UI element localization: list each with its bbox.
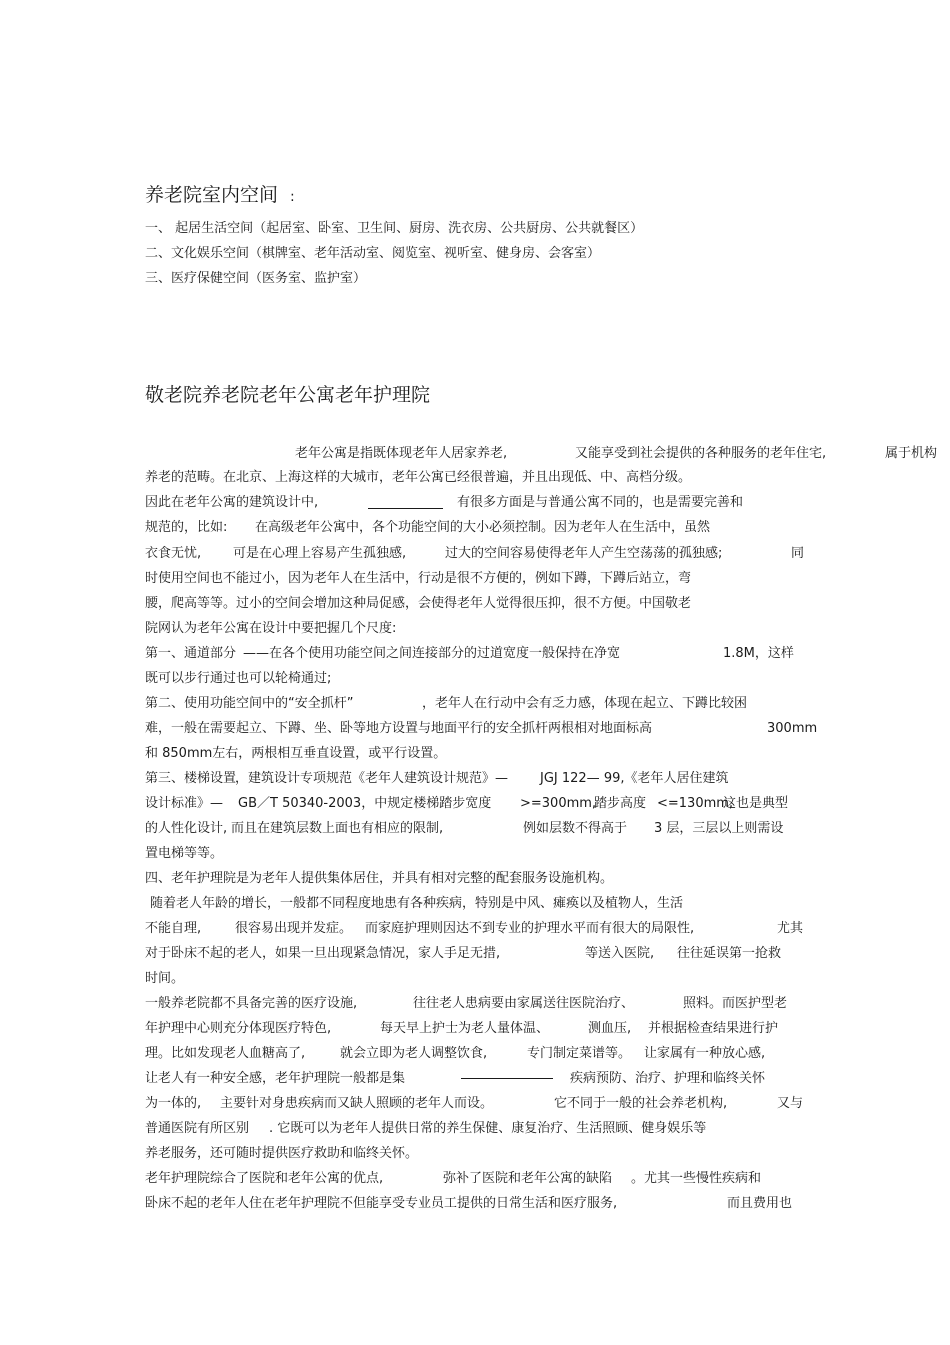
space-item-1: 一、 起居生活空间（起居室、卧室、卫生间、厨房、洗衣房、公共厨房、公共就餐区） (145, 221, 644, 236)
body-line (145, 520, 825, 536)
body-line (145, 646, 825, 662)
text-segment: 并根据检查结果进行护 (648, 1021, 779, 1036)
text-segment: ，老年人在行动中会有乏力感，体现在起立、下蹲比较困 (422, 696, 748, 711)
title-colon: : (290, 189, 295, 205)
body-line (145, 446, 938, 462)
space-item-3: 三、医疗保健空间（医务室、监护室） (145, 271, 367, 286)
text-segment: 第二、使用功能空间中的“安全抓杆” (145, 696, 354, 711)
text-segment: 因此在老年公寓的建筑设计中, (145, 495, 319, 510)
text-segment: 理。比如发现老人血糖高了, (145, 1046, 306, 1061)
text-segment: 往往延误第一抢救 (677, 946, 782, 961)
text-segment: 3 层，三层以上则需设 (654, 821, 784, 836)
text-segment: 衣食无忧, (145, 546, 202, 561)
text-segment: 难，一般在需要起立、下蹲、坐、卧等地方设置与地面平行的安全抓杆两根相对地面标高 (145, 721, 653, 736)
text-segment: 。尤其一些慢性疾病和 (631, 1171, 762, 1186)
body-line (145, 671, 825, 687)
text-segment: 同 (791, 546, 805, 561)
text-segment: 和 850mm左右，两根相互垂直设置，或平行设置。 (145, 746, 447, 761)
body-line (145, 596, 825, 612)
body-line (145, 946, 825, 962)
text-segment: 普通医院有所区别 (145, 1121, 250, 1136)
text-segment: 卧床不起的老年人住在老年护理院不但能享受专业员工提供的日常生活和医疗服务, (145, 1196, 618, 1211)
text-segment: 而且在建筑层数上面也有相应的限制, (231, 821, 444, 836)
body-line (145, 871, 825, 887)
text-segment: 既可以步行通过也可以轮椅通过; (145, 671, 332, 686)
text-segment: 让老人有一种安全感，老年护理院一般都是集 (145, 1071, 406, 1086)
body-line (145, 896, 825, 912)
text-segment: JGJ 122— 99,《老年人居住建筑 (540, 771, 729, 786)
text-segment: 又与 (777, 1096, 804, 1111)
body-line (145, 1121, 825, 1137)
text-segment: 疾病预防、治疗、护理和临终关怀 (570, 1071, 766, 1086)
text-segment: 300mm (767, 721, 818, 736)
text-segment: 院网认为老年公寓在设计中要把握几个尺度: (145, 621, 397, 636)
text-segment: 往往老人患病要由家属送往医院治疗、 (413, 996, 635, 1011)
section1-title: 养老院室内空间 : (145, 184, 295, 206)
text-segment: 每天早上护士为老人量体温、 (380, 1021, 550, 1036)
body-line (145, 546, 825, 562)
text-segment: 等送入医院, (585, 946, 655, 961)
body-line (145, 1046, 825, 1062)
text-segment: 专门制定菜谱等。 (527, 1046, 632, 1061)
text-segment: 1.8M，这样 (723, 646, 794, 661)
body-line (145, 696, 825, 712)
text-segment: GB／T 50340-2003，中规定楼梯踏步宽度 (238, 796, 492, 811)
text-segment: 踏步高度 (594, 796, 647, 811)
body-line (145, 846, 825, 862)
text-segment: 在高级老年公寓中，各个功能空间的大小必须控制。因为老年人在生活中，虽然 (255, 520, 711, 535)
text-segment: 测血压, (588, 1021, 632, 1036)
text-segment: 时间。 (145, 971, 185, 986)
text-segment: 而且费用也 (727, 1196, 793, 1211)
text-segment: 让家属有一种放心感, (644, 1046, 766, 1061)
text-segment: 腰，爬高等等。过小的空间会增加这种局促感，会使得老年人觉得很压抑，很不方便。中国敬老 (145, 596, 692, 611)
text-segment: 主要针对身患疾病而又缺人照顾的老年人而设。 (220, 1096, 494, 1111)
body-line (145, 796, 825, 812)
text-segment: 第一、通道部分 (145, 646, 237, 661)
text-segment: 四、老年护理院是为老年人提供集体居住，并具有相对完整的配套服务设施机构。 (145, 871, 614, 886)
body-line (145, 996, 825, 1012)
text-segment: <=130mm, (657, 796, 734, 811)
text-segment: 例如层数不得高于 (523, 821, 628, 836)
text-segment: 第三、楼梯设置 (145, 771, 237, 786)
text-segment: 养老服务，还可随时提供医疗救助和临终关怀。 (145, 1146, 419, 1161)
text-segment: 一般养老院都不具备完善的医疗设施, (145, 996, 358, 1011)
body-line (145, 971, 825, 987)
text-segment: . 它既可以为老年人提供日常的养生保健、康复治疗、生活照顾、健身娱乐等 (269, 1121, 707, 1136)
text-segment: 设计标准》— (145, 796, 224, 811)
text-segment: ，建筑设计专项规范《老年人建筑设计规范》— (235, 771, 509, 786)
body-line (145, 1146, 825, 1162)
text-segment: 可是在心理上容易产生孤独感, (233, 546, 407, 561)
text-segment: 规范的，比如: (145, 520, 228, 535)
body-line (145, 470, 825, 486)
body-line (145, 495, 825, 511)
text-segment: 的人性化设计, (145, 821, 228, 836)
body-line (145, 1021, 825, 1037)
text-segment: 过大的空间容易使得老年人产生空荡荡的孤独感; (445, 546, 723, 561)
text-segment: 随着老人年龄的增长，一般都不同程度地患有各种疾病，特别是中风、瘫痪以及植物人，生活 (150, 896, 684, 911)
text-segment: ——在各个使用功能空间之间连接部分的过道宽度一般保持在净宽 (243, 646, 621, 661)
body-line (145, 771, 825, 787)
body-line (145, 721, 825, 737)
text-segment: 又能享受到社会提供的各种服务的老年住宅, (575, 446, 827, 461)
body-line (145, 1096, 825, 1112)
body-line (145, 821, 825, 837)
text-segment: 养老的范畴。在北京、上海这样的大城市，老年公寓已经很普遍，并且出现低、中、高档分级。 (145, 470, 692, 485)
text-segment: 照料。而医护型老 (683, 996, 788, 1011)
body-line (145, 1196, 825, 1212)
space-item-2: 二、文化娱乐空间（棋牌室、老年活动室、阅览室、视听室、健身房、会客室） (145, 246, 601, 261)
text-segment: 有很多方面是与普通公寓不同的，也是需要完善和 (457, 495, 744, 510)
text-segment: 很容易出现并发症。 (235, 921, 353, 936)
text-segment: 属于机构 (885, 446, 938, 461)
text-segment: 老年护理院综合了医院和老年公寓的优点, (145, 1171, 384, 1186)
body-line (145, 1071, 825, 1087)
body-line (145, 1171, 825, 1187)
blank-underline (461, 1078, 553, 1079)
body-line (145, 921, 825, 937)
text-segment: 就会立即为老人调整饮食, (340, 1046, 488, 1061)
text-segment: >=300mm, (520, 796, 597, 811)
text-segment: 置电梯等等。 (145, 846, 224, 861)
text-segment: 为一体的, (145, 1096, 202, 1111)
blank-underline (368, 508, 443, 509)
text-segment: 这也是典型 (723, 796, 789, 811)
text-segment: 尤其 (777, 921, 804, 936)
text-segment: 弥补了医院和老年公寓的缺陷 (443, 1171, 613, 1186)
text-segment: 对于卧床不起的老人，如果一旦出现紧急情况，家人手足无措, (145, 946, 501, 961)
text-segment: 它不同于一般的社会养老机构, (554, 1096, 728, 1111)
text-segment: 而家庭护理则因达不到专业的护理水平而有很大的局限性, (365, 921, 695, 936)
section2-title: 敬老院养老院老年公寓老年护理院 (145, 384, 431, 406)
body-line (145, 621, 825, 637)
text-segment: 时使用空间也不能过小，因为老年人在生活中，行动是很不方便的，例如下蹲，下蹲后站立，弯 (145, 571, 692, 586)
text-segment: 年护理中心则充分体现医疗特色, (145, 1021, 332, 1036)
text-segment: 不能自理, (145, 921, 202, 936)
text-segment: 老年公寓是指既体现老年人居家养老, (295, 446, 508, 461)
body-line (145, 571, 825, 587)
body-line (145, 746, 825, 762)
